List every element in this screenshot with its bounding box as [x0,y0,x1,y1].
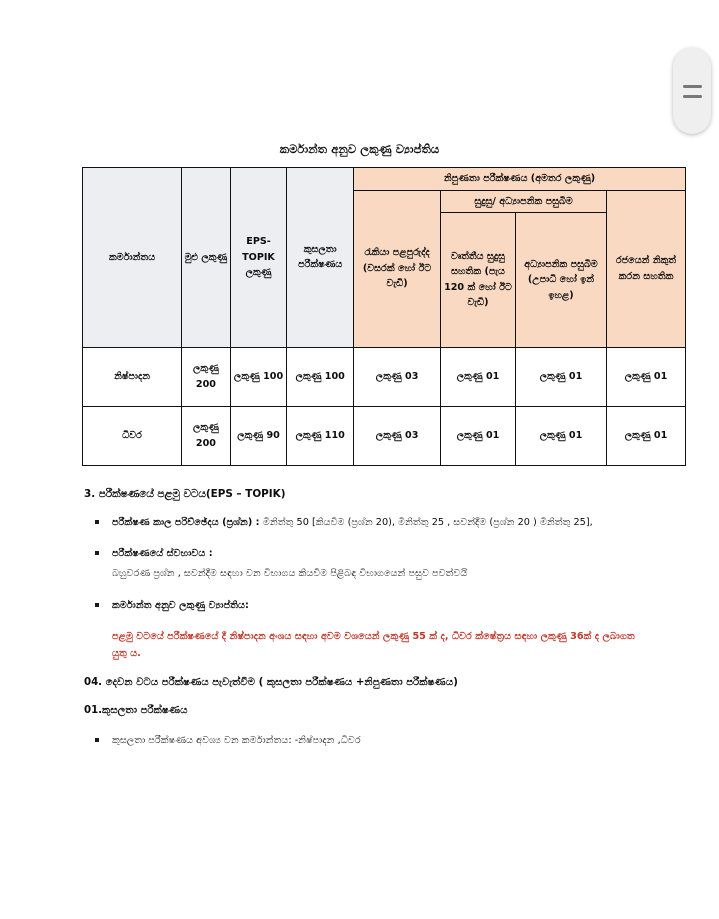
table-row [83,347,686,406]
cell-skill-test: ලකුණු 110 [287,406,354,465]
col-header-education: අධ්‍යාපනික පසුබිම (උපාධි හෝ ඉන් ඉහළ) [515,213,606,347]
cell-industry: නිෂ්පාදන [83,347,182,406]
document-body [0,488,719,750]
cell-vocational: ලකුණු 01 [441,406,516,465]
cell-experience: ලකුණු 03 [354,347,441,406]
col-header-total-marks: මුළු ලකුණු [182,168,231,348]
cell-skill-test: ලකුණු 100 [287,347,354,406]
page-title: කර්මාන්ත අනුව ලකුණු ව්‍යාප්තිය [279,142,440,156]
bullet-1-label: පරීක්ෂණ කාල පරිච්ඡේදය (ප්‍රශ්න) : [112,516,263,528]
group-header-aptitude-test: නිපුණතා පරීක්ෂණය (අමතර ලකුණු) [354,168,686,191]
cell-total-marks: ලකුණු 200 [182,406,231,465]
bullet-1-text: මිනිත්තු 50 [කියවීම (ප්‍රශ්න 20), මිනිත්තු 25 , සවන්දීම (ප්‍රශ්න 20 ) මිනිත්තු 25], [262,516,593,528]
col-header-eps-topik: EPS- TOPIK ලකුණු [230,168,287,348]
table-row [83,406,686,465]
col-header-government: රජයෙන් නිකුත් කරන සහතික [607,190,686,347]
bullet-2-label: පරීක්ෂණයේ ස්වභාවය : [112,548,213,560]
col-header-experience: රැකියා පළපුරුද්ද (වසරක් හෝ ඊට වැඩි) [354,190,441,347]
list-item [84,515,679,532]
sub-group-header-qualification: සුදුසු/ අධ්‍යාපනික පසුබිම [441,190,607,213]
section-3-heading: 3. පරීක්ෂණයේ පළමු වටය(EPS – TOPIK) [84,487,286,500]
cell-experience: ලකුණු 03 [354,406,441,465]
section-01-heading: 01.කුසලතා පරීක්ෂණය [84,705,188,717]
marks-distribution-table [82,167,686,466]
bullet-3-label: කර්මාන්ත අනුව ලකුණු ව්‍යාප්තිය: [112,599,249,611]
col-header-skill-test: කුසලතා පරීක්ෂණය [287,168,354,348]
bullet-4-text: කුසලතා පරීක්ෂණය අවශ්‍ය වන කර්මාන්තය: -නිෂ්පාදන ,ධීවර [112,735,361,747]
cell-government: ලකුණු 01 [607,347,686,406]
bullet-list-skill-test [84,733,679,750]
bullet-list-round-one [84,515,679,615]
cell-total-marks: ලකුණු 200 [182,347,231,406]
table-header-row-1 [83,168,686,191]
list-item [84,733,679,750]
cell-education: ලකුණු 01 [515,347,606,406]
square-bullet-icon [95,738,99,742]
square-bullet-icon [95,603,99,607]
list-item [84,546,679,582]
cell-government: ලකුණු 01 [607,406,686,465]
table-body [83,347,686,465]
cell-eps-topik: ලකුණු 90 [230,406,287,465]
bullet-2-text: බහුවරණ ප්‍රශ්න , සවන්දීම සඳහා වන විභාගය කියවීම පිළිබඳ විභාගයෙන් පසුව පවත්වයි [112,567,468,579]
square-bullet-icon [95,520,99,524]
col-header-industry: කර්මාන්තය [83,168,182,348]
section-04-heading: 04. දෙවන වටය පරීක්ෂණය පැවැත්වීම ( කුසලතා පරීක්ෂණය +නිපුණතා පරීක්ෂණය) [84,677,458,689]
minimum-marks-note: පළමු වටයේ පරීක්ෂණයේ දී නිෂ්පාදන අංශය සඳහා අවම වශයෙන් ලකුණු 55 ක් ද, ධීවර ක්ෂේත්‍රය සඳහා ලකුණු 36ක් ද ලබාගත යුතු ය. [112,631,635,660]
cell-industry: ධීවර [83,406,182,465]
cell-vocational: ලකුණු 01 [441,347,516,406]
cell-education: ලකුණු 01 [515,406,606,465]
col-header-vocational: වෘත්තීය සුදුසු සහතික (පැය 120 ක් හෝ ඊට වැඩි) [441,213,516,347]
table-header [83,168,686,348]
list-item [84,598,679,615]
square-bullet-icon [95,551,99,555]
cell-eps-topik: ලකුණු 100 [230,347,287,406]
